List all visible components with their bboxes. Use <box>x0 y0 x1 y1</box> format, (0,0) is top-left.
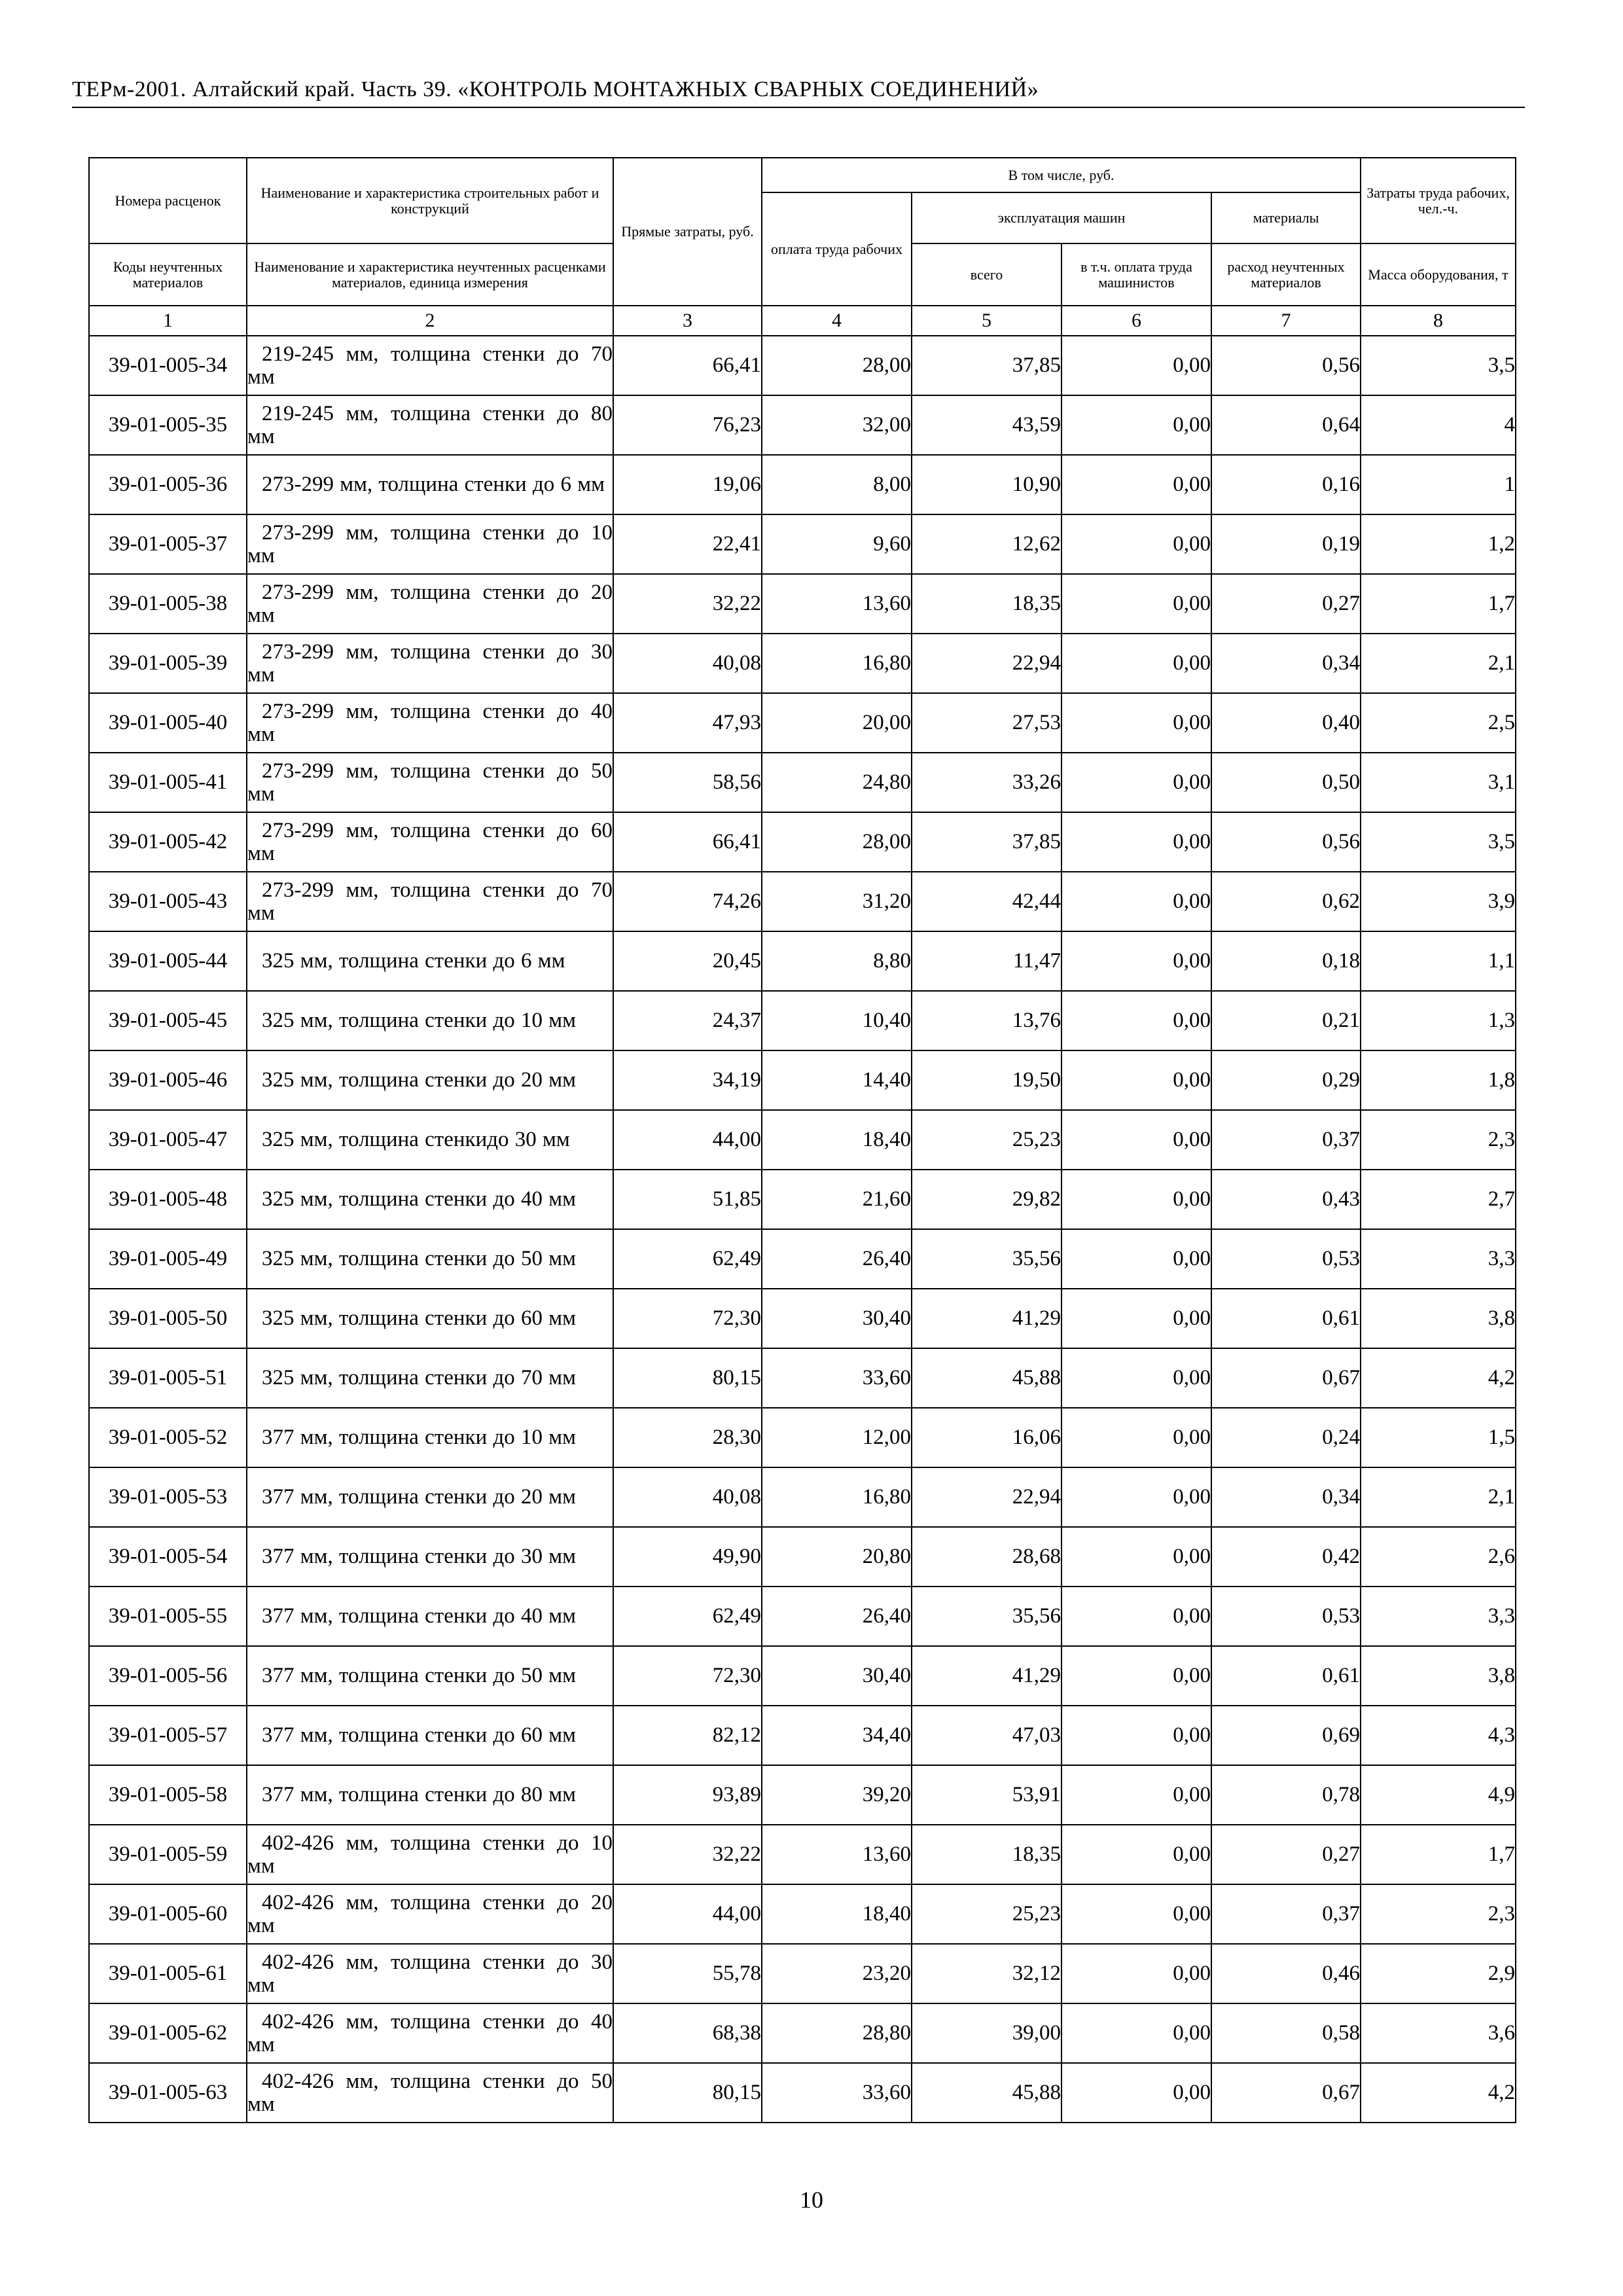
machinist-pay-value: 0,00 <box>1061 1884 1211 1944</box>
machine-total-value: 32,12 <box>912 1944 1061 2003</box>
table-row <box>89 1825 1516 1884</box>
machinist-pay-value: 0,00 <box>1061 2003 1211 2063</box>
direct-costs-value: 66,41 <box>613 812 762 872</box>
labor-costs-value: 4,3 <box>1361 1706 1516 1765</box>
materials-value: 0,56 <box>1211 812 1361 872</box>
direct-costs-value: 68,38 <box>613 2003 762 2063</box>
machine-total-value: 41,29 <box>912 1289 1061 1348</box>
work-description: 273-299 мм, толщина стенки до 50 мм <box>247 753 613 812</box>
work-description: 325 мм, толщина стенки до 70 мм <box>247 1348 613 1408</box>
machine-total-value: 22,94 <box>912 634 1061 693</box>
direct-costs-value: 24,37 <box>613 991 762 1050</box>
machinist-pay-value: 0,00 <box>1061 1646 1211 1706</box>
work-description: 219-245 мм, толщина стенки до 80 мм <box>247 395 613 455</box>
machinist-pay-value: 0,00 <box>1061 395 1211 455</box>
machinist-pay-value: 0,00 <box>1061 872 1211 931</box>
labor-costs-value: 1 <box>1361 455 1516 514</box>
machinist-pay-value: 0,00 <box>1061 1229 1211 1289</box>
labor-pay-value: 18,40 <box>762 1110 912 1170</box>
labor-pay-value: 30,40 <box>762 1646 912 1706</box>
header-direct-costs: Прямые затраты, руб. <box>613 158 762 306</box>
work-description: 325 мм, толщина стенки до 10 мм <box>247 991 613 1050</box>
machine-total-value: 28,68 <box>912 1527 1061 1587</box>
labor-costs-value: 1,2 <box>1361 514 1516 574</box>
labor-pay-value: 34,40 <box>762 1706 912 1765</box>
materials-value: 0,67 <box>1211 1348 1361 1408</box>
work-description: 402-426 мм, толщина стенки до 50 мм <box>247 2063 613 2123</box>
labor-pay-value: 20,80 <box>762 1527 912 1587</box>
machine-total-value: 13,76 <box>912 991 1061 1050</box>
direct-costs-value: 93,89 <box>613 1765 762 1825</box>
machinist-pay-value: 0,00 <box>1061 753 1211 812</box>
machinist-pay-value: 0,00 <box>1061 693 1211 753</box>
materials-value: 0,61 <box>1211 1289 1361 1348</box>
labor-costs-value: 1,5 <box>1361 1408 1516 1467</box>
materials-value: 0,67 <box>1211 2063 1361 2123</box>
direct-costs-value: 44,00 <box>613 1884 762 1944</box>
machinist-pay-value: 0,00 <box>1061 1467 1211 1527</box>
table-row <box>89 514 1516 574</box>
machine-total-value: 25,23 <box>912 1884 1061 1944</box>
table-row <box>89 1229 1516 1289</box>
labor-costs-value: 4,9 <box>1361 1765 1516 1825</box>
table-row <box>89 1646 1516 1706</box>
direct-costs-value: 19,06 <box>613 455 762 514</box>
materials-value: 0,56 <box>1211 336 1361 395</box>
labor-costs-value: 1,1 <box>1361 931 1516 991</box>
direct-costs-value: 82,12 <box>613 1706 762 1765</box>
machinist-pay-value: 0,00 <box>1061 1289 1211 1348</box>
rate-code: 39-01-005-48 <box>89 1170 247 1229</box>
labor-costs-value: 3,9 <box>1361 872 1516 931</box>
machine-total-value: 25,23 <box>912 1110 1061 1170</box>
machine-total-value: 27,53 <box>912 693 1061 753</box>
labor-pay-value: 8,00 <box>762 455 912 514</box>
materials-value: 0,24 <box>1211 1408 1361 1467</box>
header-unaccounted-materials: расход неучтенных материалов <box>1211 243 1361 306</box>
direct-costs-value: 72,30 <box>613 1289 762 1348</box>
labor-pay-value: 26,40 <box>762 1587 912 1646</box>
labor-pay-value: 16,80 <box>762 1467 912 1527</box>
direct-costs-value: 58,56 <box>613 753 762 812</box>
machine-total-value: 10,90 <box>912 455 1061 514</box>
machinist-pay-value: 0,00 <box>1061 574 1211 634</box>
machinist-pay-value: 0,00 <box>1061 1765 1211 1825</box>
machinist-pay-value: 0,00 <box>1061 1706 1211 1765</box>
machine-total-value: 18,35 <box>912 1825 1061 1884</box>
header-labor-pay: оплата труда рабочих <box>762 192 912 306</box>
column-number: 3 <box>613 306 762 336</box>
rate-code: 39-01-005-40 <box>89 693 247 753</box>
rate-code: 39-01-005-57 <box>89 1706 247 1765</box>
table-row <box>89 1408 1516 1467</box>
table-row <box>89 1527 1516 1587</box>
rate-code: 39-01-005-60 <box>89 1884 247 1944</box>
direct-costs-value: 47,93 <box>613 693 762 753</box>
direct-costs-value: 62,49 <box>613 1229 762 1289</box>
machine-total-value: 11,47 <box>912 931 1061 991</box>
labor-pay-value: 32,00 <box>762 395 912 455</box>
table-row <box>89 1944 1516 2003</box>
labor-pay-value: 33,60 <box>762 1348 912 1408</box>
materials-value: 0,40 <box>1211 693 1361 753</box>
machinist-pay-value: 0,00 <box>1061 991 1211 1050</box>
machinist-pay-value: 0,00 <box>1061 1825 1211 1884</box>
materials-value: 0,37 <box>1211 1110 1361 1170</box>
rate-code: 39-01-005-54 <box>89 1527 247 1587</box>
labor-costs-value: 3,8 <box>1361 1289 1516 1348</box>
work-description: 325 мм, толщина стенки до 60 мм <box>247 1289 613 1348</box>
rate-code: 39-01-005-51 <box>89 1348 247 1408</box>
labor-costs-value: 4,2 <box>1361 2063 1516 2123</box>
machine-total-value: 37,85 <box>912 336 1061 395</box>
rate-code: 39-01-005-50 <box>89 1289 247 1348</box>
machine-total-value: 39,00 <box>912 2003 1061 2063</box>
labor-pay-value: 14,40 <box>762 1050 912 1110</box>
labor-pay-value: 13,60 <box>762 1825 912 1884</box>
direct-costs-value: 62,49 <box>613 1587 762 1646</box>
machinist-pay-value: 0,00 <box>1061 1110 1211 1170</box>
rate-code: 39-01-005-36 <box>89 455 247 514</box>
machinist-pay-value: 0,00 <box>1061 1170 1211 1229</box>
labor-pay-value: 28,00 <box>762 336 912 395</box>
direct-costs-value: 80,15 <box>613 1348 762 1408</box>
table-row <box>89 812 1516 872</box>
materials-value: 0,43 <box>1211 1170 1361 1229</box>
materials-value: 0,34 <box>1211 634 1361 693</box>
work-description: 273-299 мм, толщина стенки до 40 мм <box>247 693 613 753</box>
machine-total-value: 53,91 <box>912 1765 1061 1825</box>
machine-total-value: 41,29 <box>912 1646 1061 1706</box>
labor-costs-value: 2,3 <box>1361 1884 1516 1944</box>
materials-value: 0,27 <box>1211 1825 1361 1884</box>
labor-costs-value: 4,2 <box>1361 1348 1516 1408</box>
column-number: 6 <box>1061 306 1211 336</box>
table-row <box>89 1110 1516 1170</box>
direct-costs-value: 32,22 <box>613 574 762 634</box>
materials-value: 0,78 <box>1211 1765 1361 1825</box>
labor-pay-value: 18,40 <box>762 1884 912 1944</box>
labor-costs-value: 3,3 <box>1361 1587 1516 1646</box>
machinist-pay-value: 0,00 <box>1061 514 1211 574</box>
machinist-pay-value: 0,00 <box>1061 1527 1211 1587</box>
direct-costs-value: 40,08 <box>613 634 762 693</box>
machinist-pay-value: 0,00 <box>1061 1587 1211 1646</box>
work-description: 377 мм, толщина стенки до 40 мм <box>247 1587 613 1646</box>
column-number: 2 <box>247 306 613 336</box>
machinist-pay-value: 0,00 <box>1061 455 1211 514</box>
table-row <box>89 753 1516 812</box>
machine-total-value: 16,06 <box>912 1408 1061 1467</box>
table-row <box>89 1170 1516 1229</box>
column-number: 1 <box>89 306 247 336</box>
materials-value: 0,34 <box>1211 1467 1361 1527</box>
rate-code: 39-01-005-38 <box>89 574 247 634</box>
labor-costs-value: 3,8 <box>1361 1646 1516 1706</box>
work-description: 325 мм, толщина стенки до 40 мм <box>247 1170 613 1229</box>
rates-table <box>88 157 1516 2123</box>
table-row <box>89 991 1516 1050</box>
materials-value: 0,46 <box>1211 1944 1361 2003</box>
machine-total-value: 35,56 <box>912 1229 1061 1289</box>
table-row <box>89 1289 1516 1348</box>
materials-value: 0,42 <box>1211 1527 1361 1587</box>
work-description: 402-426 мм, толщина стенки до 40 мм <box>247 2003 613 2063</box>
work-description: 273-299 мм, толщина стенки до 60 мм <box>247 812 613 872</box>
machine-total-value: 35,56 <box>912 1587 1061 1646</box>
materials-value: 0,19 <box>1211 514 1361 574</box>
labor-pay-value: 13,60 <box>762 574 912 634</box>
labor-costs-value: 4 <box>1361 395 1516 455</box>
machinist-pay-value: 0,00 <box>1061 634 1211 693</box>
materials-value: 0,61 <box>1211 1646 1361 1706</box>
table-row <box>89 336 1516 395</box>
direct-costs-value: 74,26 <box>613 872 762 931</box>
column-number: 8 <box>1361 306 1516 336</box>
materials-value: 0,21 <box>1211 991 1361 1050</box>
materials-value: 0,58 <box>1211 2003 1361 2063</box>
machine-total-value: 37,85 <box>912 812 1061 872</box>
labor-pay-value: 24,80 <box>762 753 912 812</box>
machinist-pay-value: 0,00 <box>1061 1944 1211 2003</box>
work-description: 377 мм, толщина стенки до 80 мм <box>247 1765 613 1825</box>
work-description: 377 мм, толщина стенки до 10 мм <box>247 1408 613 1467</box>
rate-code: 39-01-005-35 <box>89 395 247 455</box>
labor-costs-value: 2,5 <box>1361 693 1516 753</box>
work-description: 325 мм, толщина стенки до 50 мм <box>247 1229 613 1289</box>
materials-value: 0,64 <box>1211 395 1361 455</box>
page-number: 10 <box>800 2187 823 2213</box>
rate-code: 39-01-005-53 <box>89 1467 247 1527</box>
header-material-name: Наименование и характеристика неучтенных расценками материалов, единица измерения <box>247 243 613 306</box>
header-material-codes: Коды неучтенных материалов <box>89 243 247 306</box>
machine-total-value: 45,88 <box>912 1348 1061 1408</box>
direct-costs-value: 55,78 <box>613 1944 762 2003</box>
labor-costs-value: 2,1 <box>1361 634 1516 693</box>
header-work-name: Наименование и характеристика строительных работ и конструкций <box>247 158 613 243</box>
header-machine-total: всего <box>912 243 1061 306</box>
labor-pay-value: 39,20 <box>762 1765 912 1825</box>
machine-total-value: 45,88 <box>912 2063 1061 2123</box>
materials-value: 0,53 <box>1211 1229 1361 1289</box>
materials-value: 0,62 <box>1211 872 1361 931</box>
labor-pay-value: 20,00 <box>762 693 912 753</box>
header-rule <box>72 107 1525 108</box>
direct-costs-value: 72,30 <box>613 1646 762 1706</box>
machinist-pay-value: 0,00 <box>1061 1348 1211 1408</box>
labor-costs-value: 3,1 <box>1361 753 1516 812</box>
machine-total-value: 12,62 <box>912 514 1061 574</box>
machine-total-value: 47,03 <box>912 1706 1061 1765</box>
work-description: 273-299 мм, толщина стенки до 20 мм <box>247 574 613 634</box>
direct-costs-value: 28,30 <box>613 1408 762 1467</box>
direct-costs-value: 80,15 <box>613 2063 762 2123</box>
table-row <box>89 1765 1516 1825</box>
table-row <box>89 693 1516 753</box>
machine-total-value: 33,26 <box>912 753 1061 812</box>
labor-costs-value: 1,3 <box>1361 991 1516 1050</box>
rate-code: 39-01-005-47 <box>89 1110 247 1170</box>
rate-code: 39-01-005-42 <box>89 812 247 872</box>
direct-costs-value: 32,22 <box>613 1825 762 1884</box>
rate-code: 39-01-005-45 <box>89 991 247 1050</box>
work-description: 273-299 мм, толщина стенки до 6 мм <box>247 455 613 514</box>
column-number: 7 <box>1211 306 1361 336</box>
labor-pay-value: 21,60 <box>762 1170 912 1229</box>
rate-code: 39-01-005-59 <box>89 1825 247 1884</box>
rate-code: 39-01-005-44 <box>89 931 247 991</box>
rate-code: 39-01-005-55 <box>89 1587 247 1646</box>
labor-pay-value: 33,60 <box>762 2063 912 2123</box>
work-description: 325 мм, толщина стенки до 6 мм <box>247 931 613 991</box>
column-number-row <box>89 306 1516 336</box>
table-row <box>89 574 1516 634</box>
direct-costs-value: 76,23 <box>613 395 762 455</box>
labor-costs-value: 2,9 <box>1361 1944 1516 2003</box>
work-description: 377 мм, толщина стенки до 30 мм <box>247 1527 613 1587</box>
materials-value: 0,18 <box>1211 931 1361 991</box>
machine-total-value: 42,44 <box>912 872 1061 931</box>
header-equipment-mass: Масса оборудования, т <box>1361 243 1516 306</box>
table-row <box>89 872 1516 931</box>
header-materials: материалы <box>1211 192 1361 243</box>
machinist-pay-value: 0,00 <box>1061 812 1211 872</box>
work-description: 377 мм, толщина стенки до 20 мм <box>247 1467 613 1527</box>
direct-costs-value: 44,00 <box>613 1110 762 1170</box>
labor-pay-value: 9,60 <box>762 514 912 574</box>
document-header: ТЕРм-2001. Алтайский край. Часть 39. «КОНТРОЛЬ МОНТАЖНЫХ СВАРНЫХ СОЕДИНЕНИЙ» <box>72 77 1039 101</box>
rate-code: 39-01-005-56 <box>89 1646 247 1706</box>
materials-value: 0,27 <box>1211 574 1361 634</box>
machine-total-value: 29,82 <box>912 1170 1061 1229</box>
machine-total-value: 18,35 <box>912 574 1061 634</box>
materials-value: 0,29 <box>1211 1050 1361 1110</box>
work-description: 325 мм, толщина стенки до 20 мм <box>247 1050 613 1110</box>
machine-total-value: 43,59 <box>912 395 1061 455</box>
labor-costs-value: 3,3 <box>1361 1229 1516 1289</box>
labor-pay-value: 28,00 <box>762 812 912 872</box>
work-description: 273-299 мм, толщина стенки до 10 мм <box>247 514 613 574</box>
machine-total-value: 19,50 <box>912 1050 1061 1110</box>
labor-costs-value: 2,3 <box>1361 1110 1516 1170</box>
work-description: 273-299 мм, толщина стенки до 70 мм <box>247 872 613 931</box>
materials-value: 0,16 <box>1211 455 1361 514</box>
work-description: 402-426 мм, толщина стенки до 20 мм <box>247 1884 613 1944</box>
table-row <box>89 1884 1516 1944</box>
table-header <box>89 158 1516 336</box>
table-row <box>89 2003 1516 2063</box>
labor-costs-value: 1,7 <box>1361 1825 1516 1884</box>
labor-pay-value: 28,80 <box>762 2003 912 2063</box>
direct-costs-value: 51,85 <box>613 1170 762 1229</box>
table-row <box>89 1348 1516 1408</box>
table-row <box>89 634 1516 693</box>
direct-costs-value: 22,41 <box>613 514 762 574</box>
table-row <box>89 2063 1516 2123</box>
rate-code: 39-01-005-58 <box>89 1765 247 1825</box>
header-machinist-pay: в т.ч. оплата труда машинистов <box>1061 243 1211 306</box>
work-description: 377 мм, толщина стенки до 60 мм <box>247 1706 613 1765</box>
labor-pay-value: 31,20 <box>762 872 912 931</box>
table-row <box>89 455 1516 514</box>
direct-costs-value: 34,19 <box>613 1050 762 1110</box>
rate-code: 39-01-005-62 <box>89 2003 247 2063</box>
materials-value: 0,69 <box>1211 1706 1361 1765</box>
table-row <box>89 1587 1516 1646</box>
header-machine-operation: эксплуатация машин <box>912 192 1211 243</box>
column-number: 4 <box>762 306 912 336</box>
labor-costs-value: 1,8 <box>1361 1050 1516 1110</box>
work-description: 402-426 мм, толщина стенки до 10 мм <box>247 1825 613 1884</box>
rate-code: 39-01-005-52 <box>89 1408 247 1467</box>
column-number: 5 <box>912 306 1061 336</box>
labor-costs-value: 3,6 <box>1361 2003 1516 2063</box>
labor-pay-value: 12,00 <box>762 1408 912 1467</box>
labor-pay-value: 16,80 <box>762 634 912 693</box>
direct-costs-value: 20,45 <box>613 931 762 991</box>
machinist-pay-value: 0,00 <box>1061 1408 1211 1467</box>
header-rate-number: Номера расценок <box>89 158 247 243</box>
table-row <box>89 1050 1516 1110</box>
labor-costs-value: 1,7 <box>1361 574 1516 634</box>
work-description: 219-245 мм, толщина стенки до 70 мм <box>247 336 613 395</box>
direct-costs-value: 66,41 <box>613 336 762 395</box>
labor-costs-value: 3,5 <box>1361 336 1516 395</box>
labor-costs-value: 2,7 <box>1361 1170 1516 1229</box>
direct-costs-value: 40,08 <box>613 1467 762 1527</box>
table-row <box>89 1467 1516 1527</box>
rate-code: 39-01-005-46 <box>89 1050 247 1110</box>
labor-pay-value: 8,80 <box>762 931 912 991</box>
materials-value: 0,50 <box>1211 753 1361 812</box>
rate-code: 39-01-005-49 <box>89 1229 247 1289</box>
labor-costs-value: 2,6 <box>1361 1527 1516 1587</box>
machinist-pay-value: 0,00 <box>1061 1050 1211 1110</box>
labor-pay-value: 10,40 <box>762 991 912 1050</box>
header-including: В том числе, руб. <box>762 158 1361 192</box>
direct-costs-value: 49,90 <box>613 1527 762 1587</box>
materials-value: 0,37 <box>1211 1884 1361 1944</box>
rate-code: 39-01-005-34 <box>89 336 247 395</box>
rate-code: 39-01-005-41 <box>89 753 247 812</box>
labor-costs-value: 2,1 <box>1361 1467 1516 1527</box>
table-row <box>89 1706 1516 1765</box>
machinist-pay-value: 0,00 <box>1061 336 1211 395</box>
work-description: 273-299 мм, толщина стенки до 30 мм <box>247 634 613 693</box>
table-row <box>89 395 1516 455</box>
rate-code: 39-01-005-43 <box>89 872 247 931</box>
labor-pay-value: 26,40 <box>762 1229 912 1289</box>
labor-costs-value: 3,5 <box>1361 812 1516 872</box>
machine-total-value: 22,94 <box>912 1467 1061 1527</box>
work-description: 325 мм, толщина стенкидо 30 мм <box>247 1110 613 1170</box>
materials-value: 0,53 <box>1211 1587 1361 1646</box>
labor-pay-value: 30,40 <box>762 1289 912 1348</box>
table-row <box>89 931 1516 991</box>
machinist-pay-value: 0,00 <box>1061 931 1211 991</box>
labor-pay-value: 23,20 <box>762 1944 912 2003</box>
header-labor-costs: Затраты труда рабочих, чел.-ч. <box>1361 158 1516 243</box>
table-body <box>89 336 1516 2123</box>
rate-code: 39-01-005-61 <box>89 1944 247 2003</box>
rate-code: 39-01-005-63 <box>89 2063 247 2123</box>
work-description: 402-426 мм, толщина стенки до 30 мм <box>247 1944 613 2003</box>
machinist-pay-value: 0,00 <box>1061 2063 1211 2123</box>
work-description: 377 мм, толщина стенки до 50 мм <box>247 1646 613 1706</box>
rate-code: 39-01-005-39 <box>89 634 247 693</box>
rate-code: 39-01-005-37 <box>89 514 247 574</box>
